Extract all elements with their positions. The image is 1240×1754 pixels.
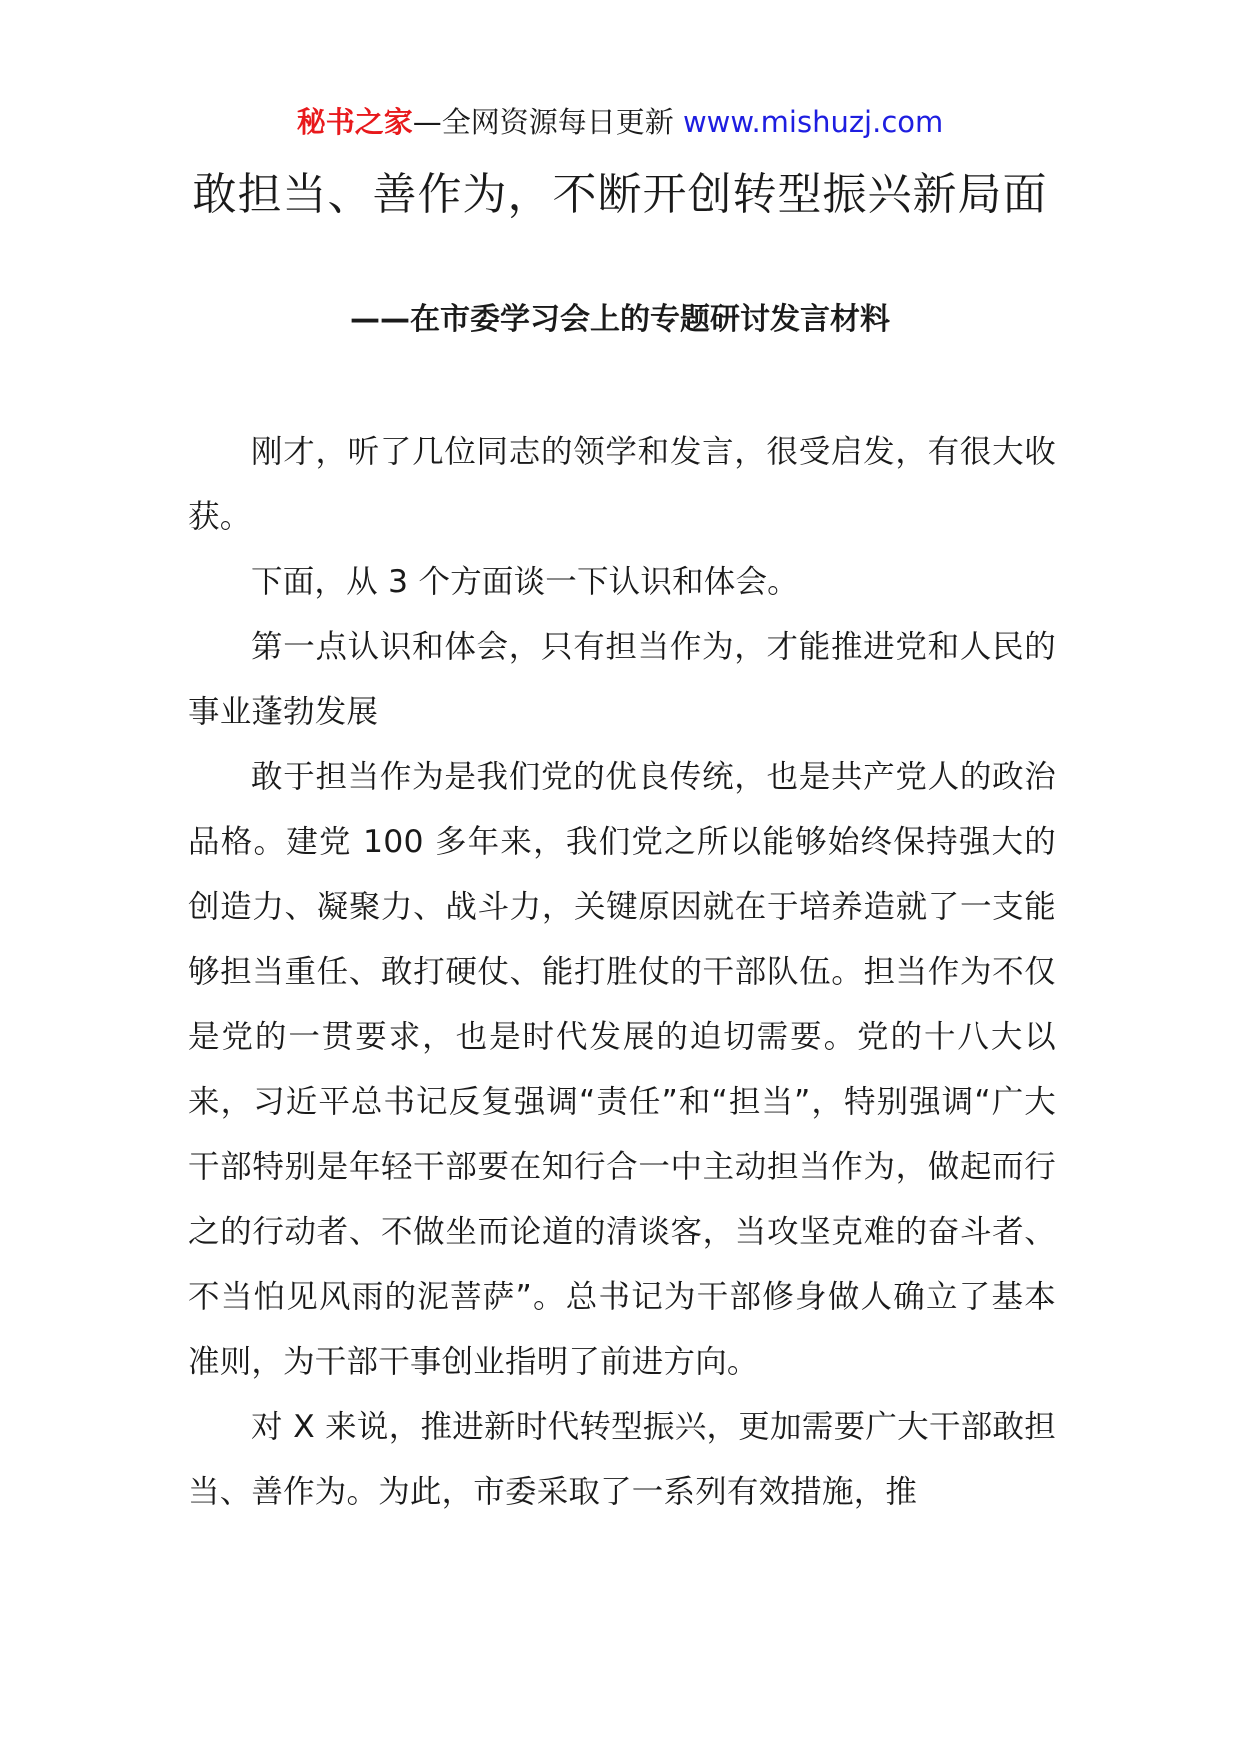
section-heading: 第一点认识和体会，只有担当作为，才能推进党和人民的事业蓬勃发展 <box>188 629 1056 730</box>
document-subtitle: ——在市委学习会上的专题研讨发言材料 <box>350 302 890 337</box>
paragraph: 刚才，听了几位同志的领学和发言，很受启发，有很大收获。 <box>188 434 1056 535</box>
paragraph: 敢于担当作为是我们党的优良传统，也是共产党人的政治品格。建党 100 多年来，我们党之所以能够始终保持强大的创造力、凝聚力、战斗力，关键原因就在于培养造就了一支能够担当重任、敢打硬仗、能打胜仗的干部队伍。担当作为不仅是党的一贯要求，也是时代发展的迫切需要。党的十八大以来，习近平总书记反复强调“责任”和“担当”，特别强调“广大干部特别是年轻干部要在知行合一中主动担当作为，做起而行之的行动者、不做坐而论道的清谈客，当攻坚克难的奋斗者、不当怕见风雨的泥菩萨”。总书记为干部修身做人确立了基本准则，为干部干事创业指明了前进方向。 <box>188 759 1056 1380</box>
document-body <box>188 420 1056 1525</box>
paragraph: 对 X 来说，推进新时代转型振兴，更加需要广大干部敢担当、善作为。为此，市委采取了一系列有效措施，推 <box>188 1409 1056 1510</box>
paragraph: 下面，从 3 个方面谈一下认识和体会。 <box>251 564 799 600</box>
brand-name: 秘书之家 <box>296 105 413 139</box>
banner-tagline: —全网资源每日更新 <box>412 105 674 139</box>
site-banner <box>0 102 1240 142</box>
document-title: 敢担当、善作为，不断开创转型振兴新局面 <box>192 169 1048 220</box>
site-url-link[interactable]: www.mishuzj.com <box>682 105 944 139</box>
